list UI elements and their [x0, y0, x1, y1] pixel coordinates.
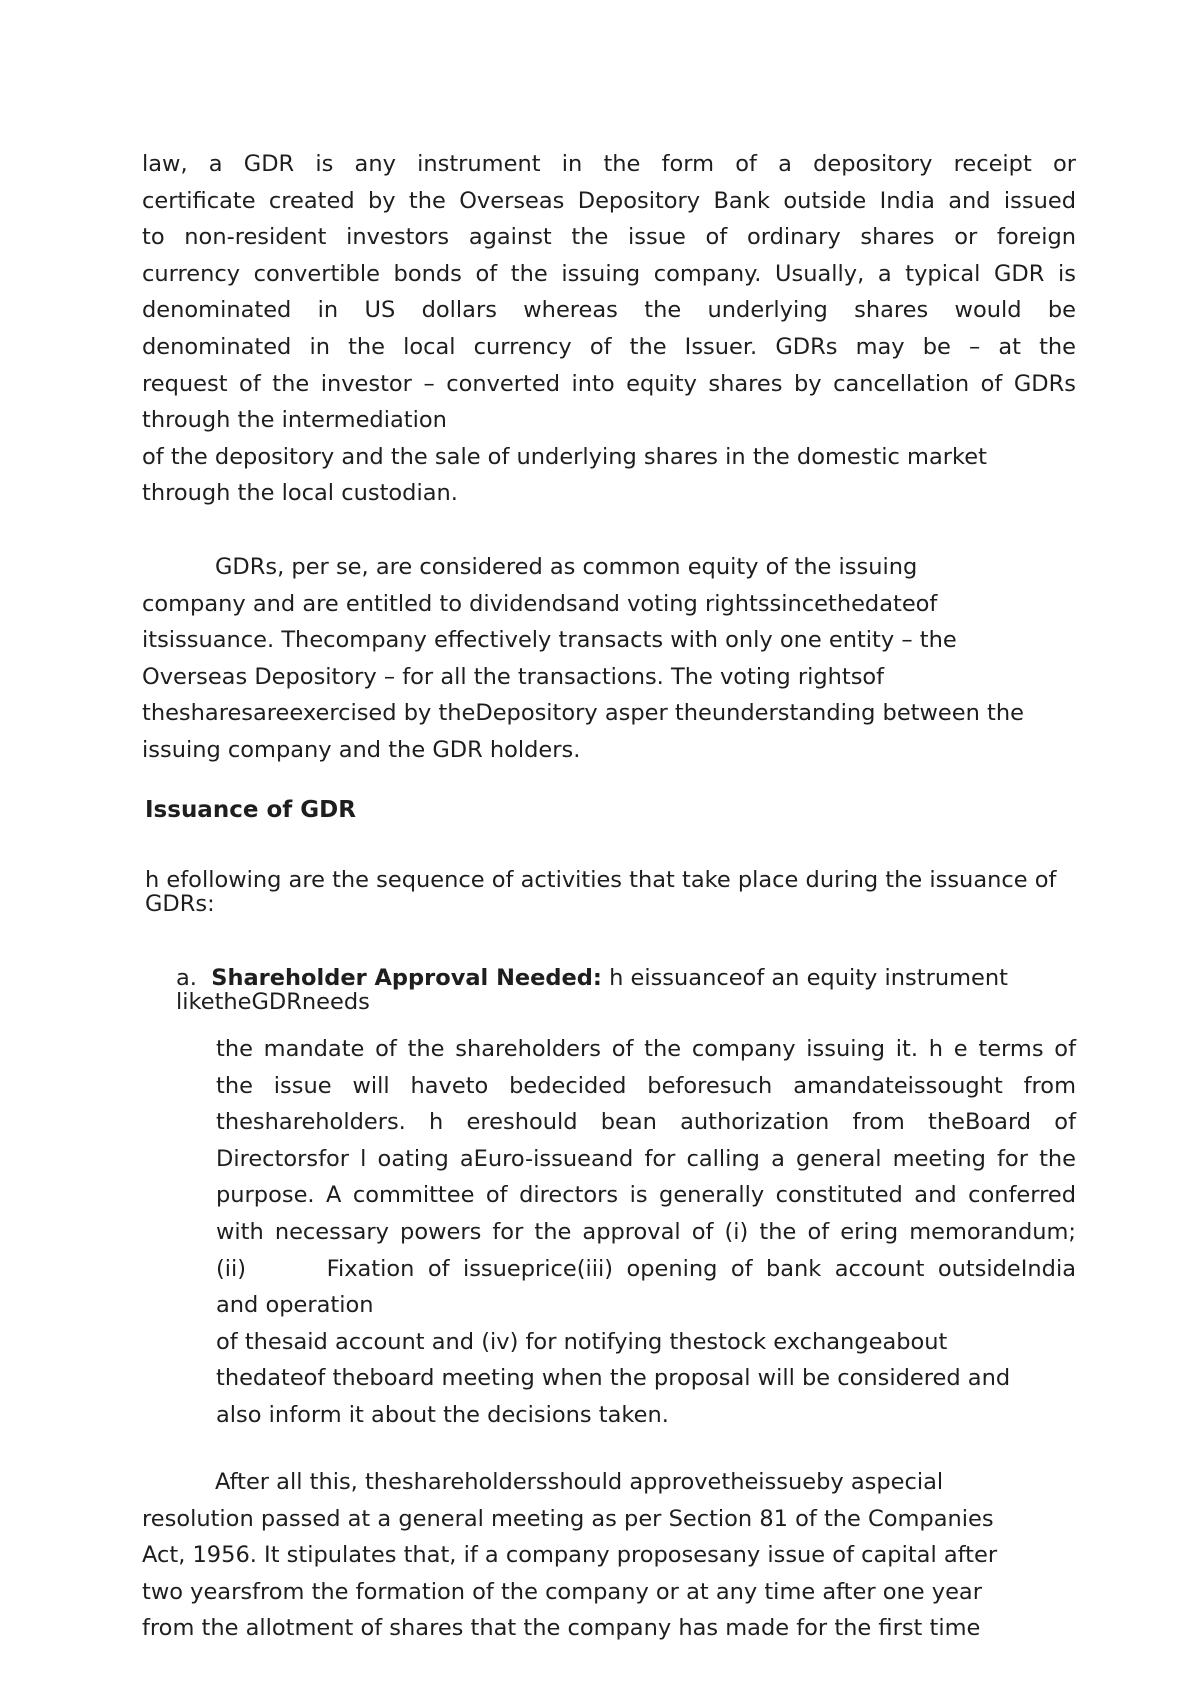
text-line: two yearsfrom the formation of the company or at any time after one year — [142, 1578, 982, 1605]
text-line: Directorsfor l oating aEuro-issueand for calling a general meeting for the — [216, 1145, 1076, 1172]
section-intro — [145, 868, 1105, 916]
text-line: currency convertible bonds of the issuing company. Usually, a typical GDR is — [142, 260, 1076, 287]
text-line: and operation — [216, 1292, 374, 1319]
text-line: resolution passed at a general meeting as per Section 81 of the Companies — [142, 1505, 994, 1532]
text-line: h efollowing are the sequence of activities that take place during the issuance of — [145, 867, 1057, 893]
text-line: (ii) Fixation of issueprice(iii) opening of bank account outsideIndia — [216, 1255, 1076, 1282]
text-line: GDRs: — [145, 891, 215, 917]
text-line: itsissuance. Thecompany effectively transacts with only one entity – the — [142, 627, 957, 654]
list-item-heading — [176, 966, 1076, 1014]
paragraph-gdr-definition — [142, 146, 1076, 512]
text-line: GDRs, per se, are considered as common equity of the issuing — [215, 554, 918, 580]
list-marker: a. — [176, 965, 197, 991]
text-line: company and are entitled to dividendsand voting rightssincethedateof — [142, 590, 938, 617]
text-line: of thesaid account and (iv) for notifying thestock exchangeabout — [216, 1328, 948, 1355]
text-line — [176, 966, 1076, 990]
text-line: After all this, theshareholdersshould approvetheissueby aspecial — [215, 1469, 944, 1495]
text-line: issuing company and the GDR holders. — [142, 736, 581, 763]
text-line: purpose. A committee of directors is generally constituted and conferred — [216, 1182, 1076, 1209]
text-line: law, a GDR is any instrument in the form of a depository receipt or — [142, 151, 1076, 177]
text-line: to non-resident investors against the issue of ordinary shares or foreign — [142, 224, 1076, 251]
text-line: liketheGDRneeds — [176, 989, 370, 1015]
list-item-body — [216, 1031, 1076, 1434]
text-line: theshareholders. h ereshould bean authorization from theBoard of — [216, 1109, 1076, 1136]
text-line: from the allotment of shares that the company has made for the first time — [142, 1615, 981, 1642]
text-line: also inform it about the decisions taken. — [216, 1401, 669, 1428]
text-line: denominated in the local currency of the Issuer. GDRs may be – at the — [142, 333, 1076, 360]
text-line: denominated in US dollars whereas the underlying shares would be — [142, 297, 1076, 324]
text-line: through the intermediation — [142, 407, 447, 434]
text-line: with necessary powers for the approval of (i) the of ering memorandum; — [216, 1218, 1076, 1245]
text-line: Overseas Depository – for all the transactions. The voting rightsof — [142, 663, 885, 690]
paragraph-special-resolution — [142, 1464, 1076, 1647]
text-line: through the local custodian. — [142, 480, 458, 507]
text-line: the mandate of the shareholders of the company issuing it. h e terms of — [216, 1036, 1076, 1062]
text-line: thesharesareexercised by theDepository asper theunderstanding between the — [142, 700, 1024, 727]
text-line: the issue will haveto bedecided beforesuch amandateissought from — [216, 1072, 1076, 1099]
text-line: Act, 1956. It stipulates that, if a company proposesany issue of capital after — [142, 1542, 998, 1569]
text-line: request of the investor – converted into equity shares by cancellation of GDRs — [142, 370, 1076, 397]
section-heading: Issuance of GDR — [145, 797, 356, 823]
text-line: certificate created by the Overseas Depository Bank outside India and issued — [142, 187, 1076, 214]
list-item-title: Shareholder Approval Needed: — [211, 965, 602, 991]
text-fragment: h eissuanceof an equity instrument — [601, 965, 1008, 991]
text-line: of the depository and the sale of underlying shares in the domestic market — [142, 443, 987, 470]
text-line: thedateof theboard meeting when the proposal will be considered and — [216, 1365, 1011, 1392]
paragraph-gdr-equity — [142, 549, 1076, 769]
